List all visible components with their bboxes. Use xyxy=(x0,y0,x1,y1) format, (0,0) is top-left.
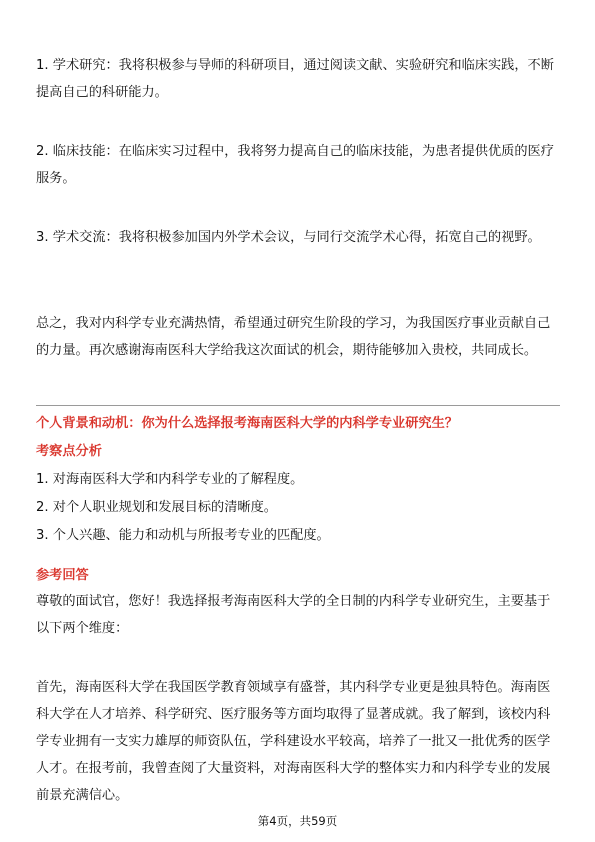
question-title: 个人背景和动机：你为什么选择报考海南医科大学的内科学专业研究生？ xyxy=(36,416,458,431)
conclusion-paragraph: 总之，我对内科学专业充满热情，希望通过研究生阶段的学习，为我国医疗事业贡献自己的力量。再次感谢海南医科大学给我这次面试的机会，期待能够加入贵校，共同成长。 xyxy=(36,316,551,358)
page-number: 第4页，共59页 xyxy=(257,814,338,828)
analysis-point-3: 3. 个人兴趣、能力和动机与所报考专业的匹配度。 xyxy=(36,528,330,543)
research-item: 1. 学术研究：我将积极参与导师的科研项目，通过阅读文献、实验研究和临床实践，不断提高自己的科研能力。 xyxy=(36,58,554,100)
answer-intro: 尊敬的面试官，您好！我选择报考海南医科大学的全日制的内科学专业研究生，主要基于以下两个维度： xyxy=(36,594,551,636)
answer-heading: 参考回答 xyxy=(36,568,89,583)
analysis-point-1: 1. 对海南医科大学和内科学专业的了解程度。 xyxy=(36,472,304,487)
section-divider xyxy=(36,405,560,406)
analysis-point-2: 2. 对个人职业规划和发展目标的清晰度。 xyxy=(36,500,277,515)
clinical-skills-item: 2. 临床技能：在临床实习过程中，我将努力提高自己的临床技能，为患者提供优质的医疗服务。 xyxy=(36,144,554,186)
analysis-heading: 考察点分析 xyxy=(36,444,102,459)
answer-body: 首先，海南医科大学在我国医学教育领域享有盛誉，其内科学专业更是独具特色。海南医科大学在人才培养、科学研究、医疗服务等方面均取得了显著成就。我了解到，该校内科学专业拥有一支实力雄厚的师资队伍，学科建设水平较高，培养了一批又一批优秀的医学人才。在报考前，我曾查阅了大量资料，对海南医科大学的整体实力和内科学专业的发展前景充满信心。 xyxy=(36,680,551,803)
academic-exchange-item: 3. 学术交流：我将积极参加国内外学术会议，与同行交流学术心得，拓宽自己的视野。 xyxy=(36,230,541,245)
